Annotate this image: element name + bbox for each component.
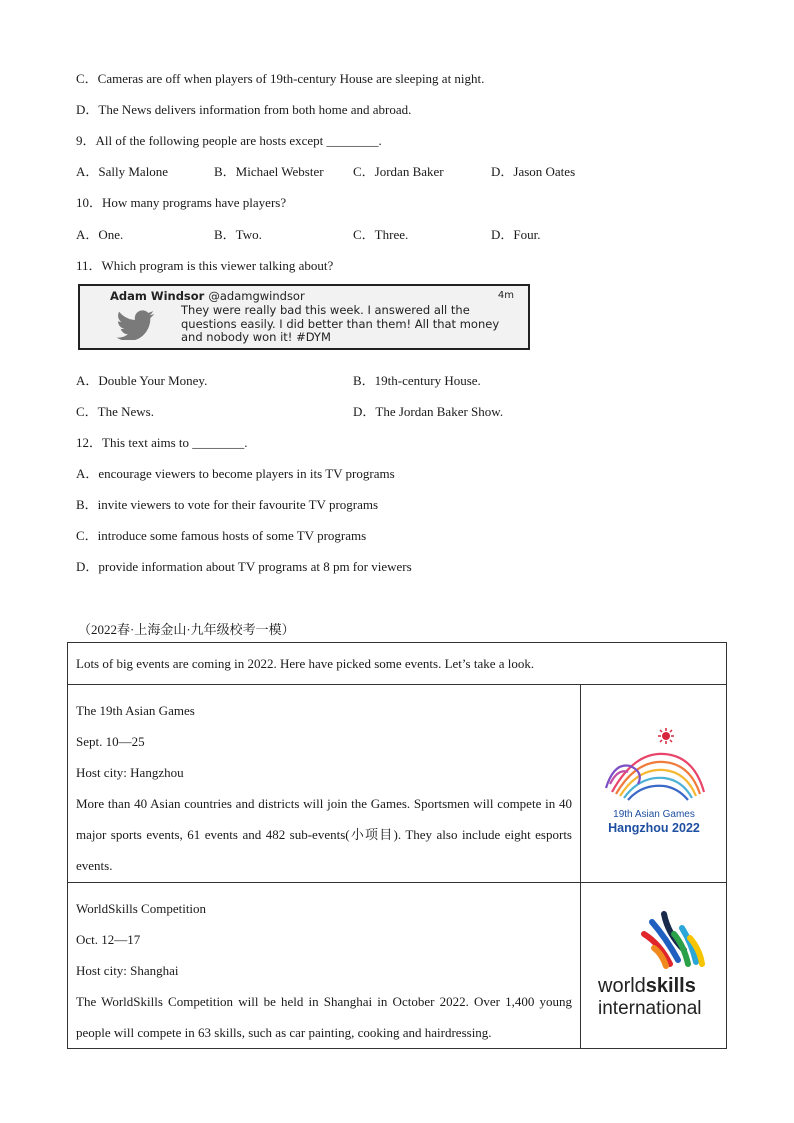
asian-games-logo (594, 722, 714, 842)
asian-games-desc: More than 40 Asian countries and districts will join the Games. Sportsmen will compete in 40 major sports events, 61 events and 482 sub-events(小项目). They also include eight esports events. (76, 796, 572, 873)
q10-option-d: D．Four. (491, 227, 541, 242)
worldskills-logo-line2: international (597, 997, 702, 1019)
worldskills-logo-cell (581, 883, 727, 1049)
q12-option-a: A．encourage viewers to become players in its TV programs (76, 466, 395, 481)
asian-games-logo-line2: Hangzhou 2022 (607, 820, 700, 835)
bird-icon (116, 310, 156, 340)
worldskills-logo-line1: worldskills (597, 974, 696, 997)
asian-games-host: Host city: Hangzhou (76, 765, 184, 780)
fan-arcs-icon (606, 753, 704, 799)
worldskills-host: Host city: Shanghai (76, 963, 179, 978)
sun-icon (658, 728, 674, 744)
worldskills-desc: The WorldSkills Competition will be held in Shanghai in October 2022. Over 1,400 young people will compete in 63 skills, such as car painting, cooking and hairdressing. (76, 994, 572, 1040)
asian-games-logo-cell (581, 685, 727, 883)
source-note: （2022春·上海金山·九年级校考一模） (78, 622, 295, 637)
tweet-text: They were really bad this week. I answered all the questions easily. I did better than them! All that money and nobody won it! #DYM (181, 303, 500, 344)
worldskills-date: Oct. 12—17 (76, 932, 141, 947)
q11-option-c: C．The News. (76, 404, 154, 419)
option-8d: D．The News delivers information from both home and abroad. (76, 102, 412, 117)
worldskills-title: WorldSkills Competition (76, 901, 207, 916)
option-8c: C．Cameras are off when players of 19th-century House are sleeping at night. (76, 71, 485, 86)
worldskills-logo (594, 904, 714, 1024)
q11-option-b: B．19th-century House. (353, 373, 481, 388)
tweet-card (78, 284, 530, 350)
asian-games-date: Sept. 10—25 (76, 734, 145, 749)
tweet-time: 4m (497, 290, 514, 301)
q10-option-a: A．One. (76, 227, 124, 242)
tweet-handle: @adamgwindsor (208, 289, 305, 303)
worldskills-cell (68, 883, 581, 1049)
q9-option-a: A．Sally Malone (76, 164, 169, 179)
question-9: 9．All of the following people are hosts except ________. (76, 133, 382, 148)
question-12: 12．This text aims to ________. (76, 435, 248, 450)
question-10: 10．How many programs have players? (76, 195, 287, 210)
question-11: 11．Which program is this viewer talking about? (76, 258, 334, 273)
asian-games-logo-line1: 19th Asian Games (612, 808, 695, 820)
q12-option-b: B．invite viewers to vote for their favourite TV programs (76, 497, 379, 512)
q11-option-a: A．Double Your Money. (76, 373, 208, 388)
asian-games-title: The 19th Asian Games (76, 703, 195, 718)
asian-games-cell (68, 685, 581, 883)
tweet-name: Adam Windsor (110, 289, 205, 303)
ribbon-icon (644, 914, 702, 966)
q11-option-d: D．The Jordan Baker Show. (353, 404, 504, 419)
q12-option-d: D．provide information about TV programs at 8 pm for viewers (76, 559, 412, 574)
q10-option-b: B．Two. (214, 227, 262, 242)
q10-option-c: C．Three. (353, 227, 409, 242)
tweet-author (110, 289, 305, 303)
q9-option-b: B．Michael Webster (214, 164, 324, 179)
q9-option-d: D．Jason Oates (491, 164, 576, 179)
q9-option-c: C．Jordan Baker (353, 164, 444, 179)
q12-option-c: C．introduce some famous hosts of some TV programs (76, 528, 367, 543)
events-intro: Lots of big events are coming in 2022. Here have picked some events. Let’s take a look. (68, 643, 727, 685)
events-table (67, 642, 727, 1049)
